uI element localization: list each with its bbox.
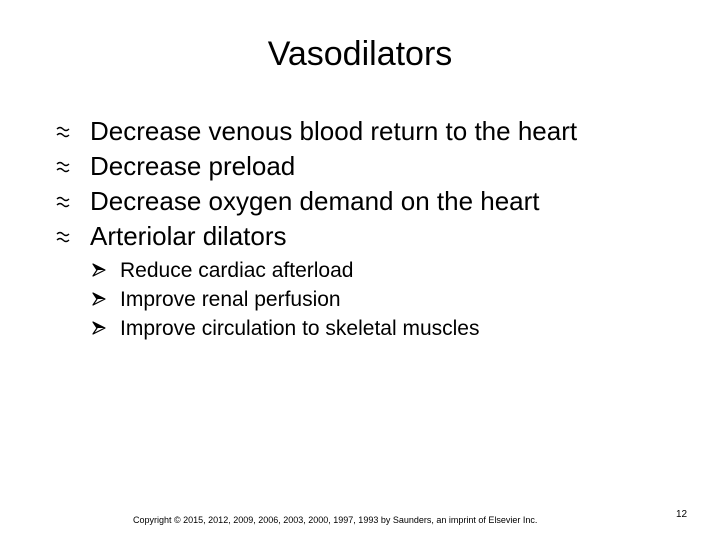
sub-bullet-list [90,254,577,343]
arrowhead-bullet-icon [92,321,106,335]
arrowhead-bullet-icon [92,292,106,306]
sub-bullet-item [90,285,577,314]
wavy-bullet-icon [56,196,70,208]
slide-title: Vasodilators [267,35,453,73]
bullet-text: Decrease venous blood return to the heart [90,116,578,146]
bullet-item [56,114,577,149]
bullet-item [56,149,577,184]
page-number: 12 [676,509,688,520]
bullet-text: Arteriolar dilators [90,221,287,251]
sub-bullet-text: Improve renal perfusion [120,288,341,311]
bullet-text: Decrease oxygen demand on the heart [90,186,540,216]
bullet-item [56,219,577,343]
bullet-text: Decrease preload [90,151,296,181]
arrowhead-bullet-icon [92,263,106,277]
wavy-bullet-icon [56,126,70,138]
wavy-bullet-icon [56,161,70,173]
sub-bullet-text: Reduce cardiac afterload [120,259,354,282]
sub-bullet-item [90,314,577,343]
bullet-item [56,184,577,219]
bullet-list [56,114,577,343]
copyright-notice: Copyright © 2015, 2012, 2009, 2006, 2003, 2000, 1997, 1993 by Saunders, an imprint of Elsevier Inc. [133,515,538,525]
sub-bullet-item [90,256,577,285]
sub-bullet-text: Improve circulation to skeletal muscles [120,317,480,340]
wavy-bullet-icon [56,231,70,243]
